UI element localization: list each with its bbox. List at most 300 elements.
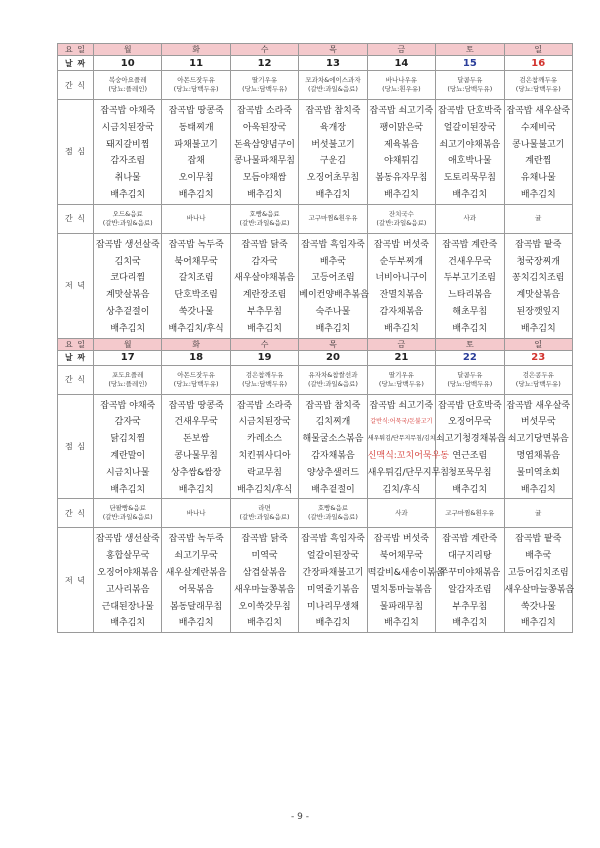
- menu-item: 떡갈비&새송이볶음: [367, 567, 445, 578]
- date-row: [58, 350, 573, 365]
- snack-cell: [230, 499, 298, 528]
- menu-item: 감자국: [251, 256, 278, 267]
- menu-item: 잡곡밥 야채죽: [100, 106, 156, 116]
- snack-cell: [230, 71, 298, 100]
- weekday-cell: 금: [367, 338, 435, 350]
- menu-item: 어묵볶음: [178, 584, 214, 595]
- snack-cell: [94, 365, 162, 394]
- menu-item: 돈보쌈: [183, 434, 210, 445]
- row-label-snack: 간 식: [58, 365, 94, 394]
- snack-cell: [299, 365, 367, 394]
- snack-cell: [162, 71, 230, 100]
- row-label-day: 요 일: [58, 338, 94, 350]
- snack-item: (당뇨:플레인): [108, 379, 148, 388]
- lunch-cell: [299, 100, 367, 205]
- menu-item: 갈반식:어묵국/돈불고기: [370, 418, 433, 426]
- menu-item: 쇠고기야채볶음: [439, 139, 501, 150]
- menu-item: 갈치조림: [178, 273, 214, 284]
- snack-cell: [299, 499, 367, 528]
- dinner-cell: [299, 233, 367, 338]
- weekday-cell: 수: [230, 338, 298, 350]
- menu-item: 느타리볶음: [448, 290, 492, 301]
- menu-item: 잡곡밥 닭죽: [241, 239, 288, 250]
- lunch-cell: [436, 394, 504, 499]
- row-label-day: 요 일: [58, 44, 94, 56]
- lunch-row: [58, 394, 573, 499]
- lunch-cell: [504, 394, 572, 499]
- menu-item: 얼갈이된장국: [306, 551, 360, 562]
- row-label-lunch: 점 심: [58, 394, 94, 499]
- menu-item: 동태찌개: [178, 122, 214, 133]
- snack-item: 사과: [395, 508, 408, 517]
- menu-item: 배추김치: [110, 323, 146, 334]
- weekday-cell: 수: [230, 44, 298, 56]
- row-label-dinner: 저 녁: [58, 233, 94, 338]
- lunch-cell: [162, 394, 230, 499]
- row-label-snack: 간 식: [58, 499, 94, 528]
- snack-item: (당뇨:담백두유): [242, 85, 288, 93]
- menu-item: 김치/후식: [382, 484, 421, 495]
- menu-item: 잡곡밥 녹두죽: [168, 534, 224, 545]
- menu-item: 배추김치: [247, 618, 282, 629]
- menu-item: 배추김치: [452, 484, 488, 495]
- menu-item: 잡곡밥 버섯죽: [373, 534, 429, 545]
- snack-item: 달콤두유: [457, 76, 483, 84]
- menu-item: 잡곡밥 팥죽: [515, 239, 562, 250]
- menu-item: 취나물: [114, 173, 141, 184]
- snack-item: 고구마찜&흰우유: [445, 508, 495, 517]
- menu-item: 파채불고기: [174, 139, 218, 150]
- lunch-cell: [504, 100, 572, 205]
- dinner-row: [58, 528, 573, 633]
- menu-item: 시금치나물: [105, 467, 150, 478]
- menu-item: 알감자조림: [448, 584, 492, 595]
- snack-item: 라면: [258, 504, 271, 513]
- menu-item: 잡곡밥 야채죽: [100, 400, 156, 411]
- snack-item: (당뇨:플레인): [108, 85, 148, 93]
- lunch-cell: [94, 100, 162, 205]
- menu-item: 배추김치: [247, 189, 282, 200]
- menu-item: 배추김치: [452, 323, 488, 334]
- page-number: - 9 -: [291, 812, 309, 822]
- snack-item: 아몬드잣두유: [177, 370, 215, 379]
- menu-item: 락교무침: [247, 467, 282, 478]
- date-cell: 19: [230, 350, 298, 365]
- weekday-cell: 금: [367, 44, 435, 56]
- menu-item: 잡곡밥 흑임자죽: [301, 534, 365, 545]
- weekday-header-row: [58, 44, 573, 56]
- date-cell: 16: [504, 56, 572, 71]
- menu-item: 물미역초회: [516, 467, 560, 478]
- menu-item: 감자국: [114, 417, 141, 428]
- menu-item: 배추김치: [110, 189, 146, 200]
- menu-item: 배추김치: [178, 618, 214, 629]
- date-cell: 22: [436, 350, 504, 365]
- dinner-cell: [94, 233, 162, 338]
- menu-item: 건새우무국: [174, 417, 218, 428]
- snack-item: (당뇨:담백두유): [515, 379, 561, 388]
- snack-item: 귤: [535, 214, 542, 223]
- snack-cell: [367, 204, 435, 233]
- weekday-cell: 월: [94, 44, 162, 56]
- snack-item: (갈반:과일&음료): [239, 513, 290, 522]
- snack-item: 복숭아요플레: [108, 76, 147, 84]
- snack-item: 검은참깨두유: [519, 76, 558, 84]
- lunch-cell: [162, 100, 230, 205]
- dinner-cell: [367, 528, 445, 633]
- menu-item: 계란장조림: [242, 290, 287, 301]
- snack-item: 딸기우유: [251, 76, 278, 84]
- dinner-cell: [436, 233, 504, 338]
- date-row: [58, 56, 573, 71]
- snack-item: (갈반:과일&음료): [102, 218, 153, 227]
- menu-item: 해물굴소스볶음: [302, 434, 364, 445]
- menu-item: 배추김치: [110, 618, 146, 629]
- menu-item: 배추김치: [110, 484, 146, 495]
- snack-cell: [94, 499, 162, 528]
- menu-item: 제육볶음: [384, 139, 419, 150]
- snack-item: 검은참깨두유: [245, 370, 284, 379]
- menu-item: 꽁치김치조림: [512, 273, 565, 284]
- menu-item: 수제비국: [520, 122, 556, 133]
- am-snack-row: [58, 365, 573, 394]
- menu-item: 잡곡밥 쇠고기죽: [369, 106, 434, 116]
- date-cell: 18: [162, 350, 230, 365]
- menu-item: 잡곡밥 참치죽: [305, 400, 361, 411]
- row-label-date: 날 짜: [58, 350, 94, 365]
- menu-item: 배추겉절이: [311, 484, 355, 495]
- lunch-cell: [436, 100, 504, 205]
- snack-item: (당뇨:담백두유): [515, 85, 561, 93]
- menu-item: 미역국: [251, 551, 278, 562]
- dinner-row: [58, 233, 573, 338]
- menu-item: 잡곡밥 버섯죽: [373, 239, 429, 250]
- menu-item: 잡곡밥 팥죽: [515, 534, 562, 545]
- menu-item: 잡곡밥 땅콩죽: [168, 400, 224, 411]
- menu-item: 고등어김치조림: [507, 567, 569, 578]
- snack-item: 사과: [463, 214, 477, 223]
- snack-item: 호빵&음료: [249, 209, 280, 218]
- menu-item: 잡곡밥 새우살죽: [506, 106, 571, 116]
- menu-item: 계맛살볶음: [105, 290, 150, 301]
- menu-item: 명엽채볶음: [516, 450, 560, 461]
- pm-snack-row: [58, 204, 573, 233]
- snack-cell: [367, 499, 435, 528]
- dinner-cell: [162, 233, 230, 338]
- menu-item: 배추김치: [384, 323, 419, 334]
- snack-item: (당뇨:담백두유): [173, 85, 219, 93]
- snack-item: (갈반:과일&음료): [307, 513, 358, 522]
- menu-item: 잡곡밥 생선살죽: [95, 239, 160, 250]
- snack-item: (당뇨:흰우유): [382, 85, 421, 93]
- snack-item: (당뇨:담백두유): [447, 379, 493, 388]
- snack-cell: [436, 204, 504, 233]
- menu-item: 유채나물: [520, 173, 556, 184]
- menu-item: 김치찌개: [315, 417, 351, 428]
- menu-item: 홍합살무국: [105, 551, 150, 562]
- weekday-cell: 일: [504, 338, 572, 350]
- menu-item: 단호박조림: [174, 290, 218, 301]
- menu-item: 구운김: [319, 156, 347, 167]
- date-cell: 14: [367, 56, 435, 71]
- menu-item: 새우튀김/단무지무침/김치: [367, 435, 436, 443]
- menu-item: 잔멸치볶음: [379, 290, 424, 301]
- row-label-snack: 간 식: [58, 204, 94, 233]
- menu-item: 배추김치: [178, 484, 214, 495]
- menu-item: 오이쑥갓무침: [238, 601, 291, 612]
- menu-item: 버섯불고기: [311, 139, 355, 150]
- menu-item: 오징어초무침: [306, 173, 360, 184]
- lunch-cell: [230, 394, 298, 499]
- lunch-cell: [230, 100, 298, 205]
- menu-item: 카레소스: [247, 434, 282, 445]
- menu-item: 배추김치: [452, 618, 488, 629]
- menu-item: 잡곡밥 녹두죽: [168, 239, 224, 250]
- menu-item: 돼지갈비찜: [105, 139, 150, 150]
- menu-item: 북어채무국: [379, 551, 424, 562]
- menu-item: 배추김치: [520, 484, 556, 495]
- menu-item: 콩나물불고기: [512, 139, 565, 150]
- lunch-cell: [299, 394, 367, 499]
- lunch-row: [58, 100, 573, 205]
- menu-item: 잡곡밥 땅콩죽: [168, 106, 224, 116]
- snack-item: 호빵&음료: [317, 504, 349, 513]
- menu-item: 삼겹살볶음: [242, 567, 287, 578]
- snack-item: 검은콩두유: [522, 370, 554, 379]
- menu-item: 새우살마늘쫑볶음: [504, 584, 575, 595]
- menu-item: 도토리묵무침: [443, 173, 496, 184]
- snack-item: 딸기우유: [388, 370, 414, 379]
- menu-item: 배추김치: [520, 189, 556, 200]
- snack-cell: [436, 499, 504, 528]
- dinner-cell: [367, 233, 435, 338]
- snack-item: (당뇨:담백두유): [378, 379, 424, 388]
- menu-item: 잡곡밥 쇠고기죽: [369, 400, 434, 411]
- snack-item: 바나나우유: [385, 76, 418, 84]
- date-cell: 11: [162, 56, 230, 71]
- menu-item: 쇠고기청경채볶음: [436, 434, 506, 445]
- snack-cell: [94, 71, 162, 100]
- snack-cell: [504, 499, 572, 528]
- menu-item: 봄동유자무침: [375, 173, 428, 184]
- menu-item: 두부고기조림: [443, 273, 496, 284]
- snack-item: (갈반:과일&음료): [239, 218, 290, 227]
- dinner-cell: [436, 528, 504, 633]
- date-cell: 21: [367, 350, 435, 365]
- row-label-dinner: 저 녁: [58, 528, 94, 633]
- menu-item: 육개장: [319, 122, 347, 133]
- snack-item: 귤: [535, 508, 542, 517]
- weekday-header-row: [58, 338, 573, 350]
- menu-item: 잡곡밥 단호박죽: [437, 400, 502, 411]
- snack-cell: [299, 71, 367, 100]
- menu-item: 잡곡밥 새우살죽: [506, 400, 571, 411]
- weekday-cell: 화: [162, 44, 230, 56]
- dinner-cell: [94, 528, 162, 633]
- date-cell: 10: [94, 56, 162, 71]
- snack-cell: [436, 365, 504, 394]
- dinner-cell: [504, 528, 575, 633]
- snack-cell: [299, 204, 367, 233]
- dinner-cell: [299, 528, 367, 633]
- menu-item: 배추김치: [315, 618, 351, 629]
- menu-item: 물파래무침: [379, 601, 424, 612]
- menu-item: 상추겉절이: [105, 306, 150, 317]
- snack-cell: [94, 204, 162, 233]
- meal-plan-table: [57, 43, 573, 633]
- menu-item: 배추김치: [315, 189, 351, 200]
- menu-item: 잡곡밥 계란죽: [442, 534, 498, 545]
- snack-item: 오드&음료: [112, 209, 143, 218]
- menu-item: 고등어조림: [311, 273, 355, 284]
- snack-cell: [504, 71, 572, 100]
- menu-item: 콩나물파채무침: [234, 156, 295, 167]
- menu-item: 쑥갓나물: [520, 601, 556, 612]
- snack-item: (갈반:과일&음료): [102, 513, 153, 522]
- snack-cell: [162, 204, 230, 233]
- menu-item: 아욱된장국: [242, 122, 287, 133]
- menu-item: 숙주나물: [315, 306, 351, 317]
- menu-item: 배추김치: [520, 323, 556, 334]
- menu-item: 부추무침: [452, 601, 488, 612]
- menu-item: 감자채볶음: [311, 450, 355, 461]
- snack-item: 아몬드잣두유: [177, 76, 215, 84]
- weekday-cell: 월: [94, 338, 162, 350]
- am-snack-row: [58, 71, 573, 100]
- menu-item: 된장깻잎지: [516, 306, 560, 317]
- menu-item: 오징어야채볶음: [97, 567, 159, 578]
- snack-cell: [367, 365, 435, 394]
- menu-item: 배추김치: [520, 618, 556, 629]
- dinner-cell: [230, 528, 298, 633]
- menu-item: 계란찜: [525, 156, 552, 167]
- weekday-cell: 일: [504, 44, 572, 56]
- snack-item: (갈반:과일&음료): [376, 218, 427, 227]
- snack-item: 바나나: [186, 508, 206, 517]
- dinner-cell: [230, 233, 298, 338]
- menu-item: 오징어무국: [448, 417, 492, 428]
- menu-item: 상추쌈&쌈장: [170, 467, 222, 478]
- lunch-cell: [367, 394, 449, 499]
- menu-item: 김치국: [114, 256, 141, 267]
- snack-item: (당뇨:담백두유): [173, 379, 219, 388]
- menu-item: 배추국: [319, 256, 347, 267]
- menu-item: 계란말이: [110, 450, 146, 461]
- menu-item: 근대된장나물: [101, 601, 154, 612]
- menu-item: 오이무침: [178, 173, 214, 184]
- menu-item: 새우튀김/단무지무침: [367, 467, 449, 478]
- weekday-cell: 화: [162, 338, 230, 350]
- menu-item: 잡곡밥 참치죽: [305, 106, 361, 116]
- menu-item: 멸치통마늘볶음: [370, 584, 432, 595]
- menu-item: 닭김치찜: [110, 434, 146, 445]
- menu-item: 쑥갓나물: [178, 306, 214, 317]
- menu-item: 코다리찜: [110, 273, 146, 284]
- menu-item: 쇠고기당면볶음: [507, 434, 569, 445]
- menu-item: 새우마늘쫑볶음: [234, 584, 295, 595]
- date-cell: 12: [230, 56, 298, 71]
- menu-item: 애호박나물: [448, 156, 492, 167]
- menu-item: 배추김치: [247, 323, 282, 334]
- menu-item: 계맛살볶음: [516, 290, 560, 301]
- menu-item: 잡곡밥 단호박죽: [437, 106, 502, 116]
- row-label-date: 날 짜: [58, 56, 94, 71]
- snack-item: 바나나: [186, 214, 206, 223]
- menu-item: 치킨꿔사디아: [238, 450, 291, 461]
- menu-item: 모듬야채쌈: [242, 173, 287, 184]
- weekday-cell: 목: [299, 44, 367, 56]
- menu-item: 배추김치: [178, 189, 214, 200]
- snack-item: (당뇨:담백두유): [447, 85, 493, 93]
- weekday-cell: 토: [436, 338, 504, 350]
- menu-item: 잡곡밥 흑임자죽: [301, 239, 365, 250]
- menu-item: 간장파채불고기: [302, 567, 364, 578]
- snack-item: 달콤두유: [457, 370, 483, 379]
- menu-item: 잡곡밥 닭죽: [241, 534, 288, 545]
- menu-item: 콩나물무침: [174, 450, 218, 461]
- menu-item: 고사리볶음: [105, 584, 150, 595]
- menu-item: 북어채무국: [174, 256, 218, 267]
- menu-item: 해초무침: [452, 306, 488, 317]
- snack-cell: [162, 365, 230, 394]
- snack-item: 모과차&에이스과자: [305, 76, 361, 84]
- menu-item: 순두부찌개: [379, 256, 424, 267]
- menu-item: 배추김치: [315, 323, 351, 334]
- menu-item: 새우살계란볶음: [165, 567, 227, 578]
- menu-item: 배추국: [525, 551, 552, 562]
- snack-item: (당뇨:담백두유): [242, 379, 288, 388]
- menu-item: 너비아니구이: [375, 273, 428, 284]
- menu-item: 배추김치: [384, 618, 419, 629]
- menu-item: 새우살야채볶음: [234, 273, 295, 284]
- menu-item: 베이컨양배추볶음: [299, 290, 369, 301]
- date-cell: 15: [436, 56, 504, 71]
- menu-item: 대구지리탕: [448, 551, 492, 562]
- snack-cell: [504, 365, 572, 394]
- menu-item: 잡곡밥 소라죽: [237, 106, 293, 116]
- menu-item: 배추김치/후식: [236, 484, 293, 495]
- menu-item: 잡곡밥 소라죽: [237, 400, 293, 411]
- menu-item: 청포묵무침: [448, 467, 492, 478]
- snack-item: (갈반:과일&음료): [307, 379, 358, 388]
- menu-item: 미나리무생채: [306, 601, 360, 612]
- menu-item: 감자채볶음: [379, 306, 424, 317]
- menu-item: 버섯무국: [520, 417, 556, 428]
- menu-item: 부추무침: [247, 306, 282, 317]
- menu-item: 청국장찌개: [516, 256, 560, 267]
- menu-item: 신맥식:꼬치어묵우동: [367, 450, 449, 461]
- menu-item: 봄동달래무침: [170, 601, 223, 612]
- menu-item: 팽이맑은국: [379, 122, 424, 133]
- lunch-cell: [367, 100, 435, 205]
- date-cell: 20: [299, 350, 367, 365]
- menu-item: 배추김치: [384, 189, 419, 200]
- menu-item: 건새우무국: [448, 256, 492, 267]
- pm-snack-row: [58, 499, 573, 528]
- snack-item: 고구마찜&흰우유: [308, 214, 358, 223]
- date-cell: 17: [94, 350, 162, 365]
- menu-item: 쭈꾸미야채볶음: [439, 567, 501, 578]
- menu-item: 미역줄기볶음: [306, 584, 360, 595]
- snack-item: 잔치국수: [388, 209, 414, 218]
- menu-item: 감자조림: [110, 156, 146, 167]
- menu-item: 얼갈이된장국: [443, 122, 496, 133]
- snack-cell: [367, 71, 435, 100]
- menu-item: 배추김치: [452, 189, 488, 200]
- menu-item: 쇠고기무국: [174, 551, 218, 562]
- menu-item: 시금치된장국: [101, 122, 154, 133]
- menu-item: 잡곡밥 생선살죽: [95, 534, 160, 545]
